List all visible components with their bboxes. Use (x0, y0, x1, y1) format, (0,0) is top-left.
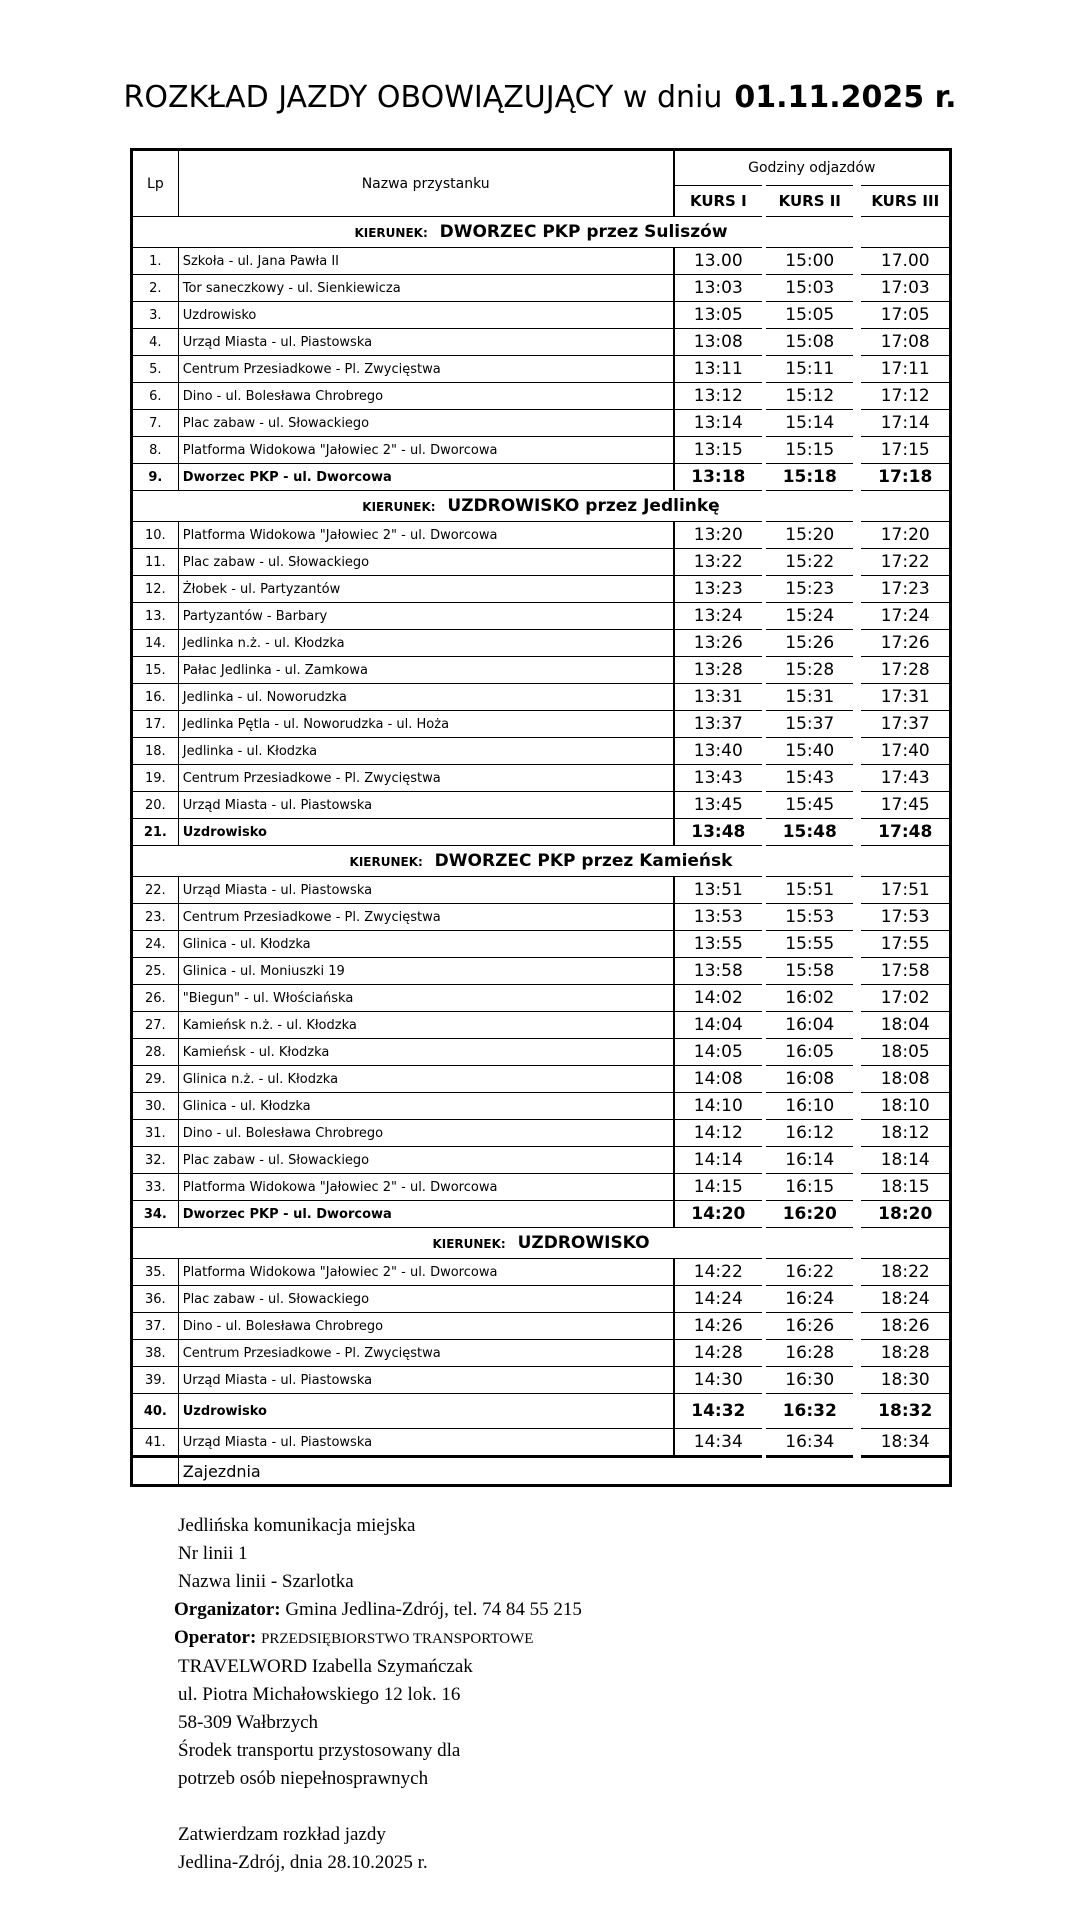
title-text: ROZKŁAD JAZDY OBOWIĄZUJĄCY w dniu (123, 80, 723, 115)
stop-name: Tor saneczkowy - ul. Sienkiewicza (178, 275, 673, 302)
time-kurs-1: 13:15 (674, 437, 764, 464)
time-kurs-3: 17:03 (857, 275, 950, 302)
time-kurs-3: 17:45 (857, 792, 950, 819)
stop-name: Partyzantów - Barbary (178, 603, 673, 630)
time-kurs-2: 15:00 (764, 248, 857, 275)
time-kurs-1: 13:28 (674, 657, 764, 684)
stop-name: Szkoła - ul. Jana Pawła II (178, 248, 673, 275)
time-kurs-3: 17:11 (857, 356, 950, 383)
time-kurs-2: 16:20 (764, 1201, 857, 1228)
time-kurs-2: 15:03 (764, 275, 857, 302)
stop-name: Platforma Widokowa "Jałowiec 2" - ul. Dworcowa (178, 1259, 673, 1286)
stop-name: Urząd Miasta - ul. Piastowska (178, 1367, 673, 1394)
table-row (132, 275, 951, 302)
time-kurs-1: 13:55 (674, 931, 764, 958)
time-kurs-1: 13:24 (674, 603, 764, 630)
operator-detail: ul. Piotra Michałowskiego 12 lok. 16 (178, 1684, 461, 1705)
time-kurs-3: 17:31 (857, 684, 950, 711)
direction-header (132, 491, 951, 522)
table-row (132, 931, 951, 958)
time-kurs-1: 13:05 (674, 302, 764, 329)
table-row (132, 738, 951, 765)
time-kurs-3: 17:40 (857, 738, 950, 765)
time-kurs-3: 17:08 (857, 329, 950, 356)
time-kurs-2: 16:08 (764, 1066, 857, 1093)
stop-name: Centrum Przesiadkowe - Pl. Zwycięstwa (178, 904, 673, 931)
footer-info (174, 1512, 582, 1877)
direction-name: UZDROWISKO (517, 1233, 650, 1253)
table-row (132, 1147, 951, 1174)
stop-name: Platforma Widokowa "Jałowiec 2" - ul. Dworcowa (178, 522, 673, 549)
table-row (132, 329, 951, 356)
organizer-value: Gmina Jedlina-Zdrój, tel. 74 84 55 215 (285, 1599, 582, 1620)
table-row (132, 302, 951, 329)
stop-name: Glinica - ul. Kłodzka (178, 931, 673, 958)
time-kurs-1: 13:58 (674, 958, 764, 985)
time-kurs-1: 14:04 (674, 1012, 764, 1039)
table-row (132, 603, 951, 630)
time-kurs-2: 15:37 (764, 711, 857, 738)
stop-name: Urząd Miasta - ul. Piastowska (178, 329, 673, 356)
table-row (132, 630, 951, 657)
row-number: 24. (132, 931, 179, 958)
direction-row (132, 217, 951, 248)
stop-name: Centrum Przesiadkowe - Pl. Zwycięstwa (178, 1340, 673, 1367)
time-kurs-1: 13:40 (674, 738, 764, 765)
time-kurs-3: 17:43 (857, 765, 950, 792)
table-row (132, 1394, 951, 1429)
time-kurs-2: 16:22 (764, 1259, 857, 1286)
operator-label: Operator: (174, 1627, 257, 1648)
time-kurs-3: 18:15 (857, 1174, 950, 1201)
time-kurs-3: 18:32 (857, 1394, 950, 1429)
table-row (132, 1313, 951, 1340)
row-number: 19. (132, 765, 179, 792)
time-kurs-1: 13:31 (674, 684, 764, 711)
row-number: 1. (132, 248, 179, 275)
stop-name: Jedlinka Pętla - ul. Noworudzka - ul. Hoża (178, 711, 673, 738)
time-kurs-3: 17:12 (857, 383, 950, 410)
direction-label: KIERUNEK: (362, 500, 436, 514)
stop-name: Glinica - ul. Kłodzka (178, 1093, 673, 1120)
header-kurs-2: KURS II (764, 186, 857, 217)
final-destination-lp (132, 1457, 179, 1486)
row-number: 15. (132, 657, 179, 684)
time-kurs-1: 13:03 (674, 275, 764, 302)
time-kurs-1: 13:43 (674, 765, 764, 792)
time-kurs-3: 17:51 (857, 877, 950, 904)
row-number: 41. (132, 1429, 179, 1457)
table-row (132, 1259, 951, 1286)
time-kurs-3: 18:10 (857, 1093, 950, 1120)
time-kurs-3: 17:28 (857, 657, 950, 684)
direction-name: UZDROWISKO przez Jedlinkę (447, 496, 720, 516)
time-kurs-1: 14:15 (674, 1174, 764, 1201)
row-number: 32. (132, 1147, 179, 1174)
row-number: 2. (132, 275, 179, 302)
direction-row (132, 491, 951, 522)
table-row (132, 711, 951, 738)
direction-name: DWORZEC PKP przez Kamieńsk (434, 851, 733, 871)
organizer-label: Organizator: (174, 1599, 281, 1620)
time-kurs-1: 14:10 (674, 1093, 764, 1120)
stop-name: Urząd Miasta - ul. Piastowska (178, 1429, 673, 1457)
stop-name: "Biegun" - ul. Włościańska (178, 985, 673, 1012)
table-row (132, 1286, 951, 1313)
final-destination-row (132, 1457, 951, 1486)
table-row (132, 1201, 951, 1228)
table-row (132, 464, 951, 491)
time-kurs-1: 14:20 (674, 1201, 764, 1228)
row-number: 20. (132, 792, 179, 819)
stop-name: Plac zabaw - ul. Słowackiego (178, 1286, 673, 1313)
table-row (132, 958, 951, 985)
row-number: 5. (132, 356, 179, 383)
table-row (132, 985, 951, 1012)
stop-name: Uzdrowisko (178, 1394, 673, 1429)
stop-name: Plac zabaw - ul. Słowackiego (178, 549, 673, 576)
header-kurs-3: KURS III (857, 186, 950, 217)
time-kurs-2: 15:12 (764, 383, 857, 410)
stop-name: Centrum Przesiadkowe - Pl. Zwycięstwa (178, 765, 673, 792)
table-row (132, 877, 951, 904)
time-kurs-2: 15:28 (764, 657, 857, 684)
row-number: 26. (132, 985, 179, 1012)
time-kurs-1: 14:22 (674, 1259, 764, 1286)
direction-label: KIERUNEK: (349, 855, 423, 869)
row-number: 31. (132, 1120, 179, 1147)
approval-place-date: Jedlina-Zdrój, dnia 28.10.2025 r. (178, 1852, 428, 1873)
row-number: 33. (132, 1174, 179, 1201)
table-row (132, 904, 951, 931)
stop-name: Pałac Jedlinka - ul. Zamkowa (178, 657, 673, 684)
time-kurs-2: 16:34 (764, 1429, 857, 1457)
stop-name: Dino - ul. Bolesława Chrobrego (178, 1313, 673, 1340)
time-kurs-2: 15:40 (764, 738, 857, 765)
time-kurs-2: 15:14 (764, 410, 857, 437)
time-kurs-3: 18:34 (857, 1429, 950, 1457)
time-kurs-3: 17:55 (857, 931, 950, 958)
time-kurs-2: 15:31 (764, 684, 857, 711)
table-row (132, 576, 951, 603)
table-row (132, 765, 951, 792)
time-kurs-1: 14:14 (674, 1147, 764, 1174)
page-title (0, 80, 1080, 115)
time-kurs-3: 18:28 (857, 1340, 950, 1367)
time-kurs-2: 15:53 (764, 904, 857, 931)
table-row (132, 792, 951, 819)
table-row (132, 522, 951, 549)
row-number: 6. (132, 383, 179, 410)
time-kurs-3: 17:24 (857, 603, 950, 630)
table-row (132, 657, 951, 684)
time-kurs-2: 16:04 (764, 1012, 857, 1039)
time-kurs-2: 15:11 (764, 356, 857, 383)
time-kurs-1: 13:53 (674, 904, 764, 931)
footer-line: Nazwa linii - Szarlotka (178, 1571, 354, 1592)
title-date: 01.11.2025 r. (734, 80, 957, 115)
time-kurs-3: 17:58 (857, 958, 950, 985)
row-number: 18. (132, 738, 179, 765)
time-kurs-3: 18:20 (857, 1201, 950, 1228)
row-number: 10. (132, 522, 179, 549)
time-kurs-1: 13.00 (674, 248, 764, 275)
direction-header (132, 846, 951, 877)
time-kurs-3: 17:18 (857, 464, 950, 491)
row-number: 23. (132, 904, 179, 931)
time-kurs-3: 18:30 (857, 1367, 950, 1394)
table-row (132, 819, 951, 846)
footer-line: Jedlińska komunikacja miejska (178, 1515, 416, 1536)
row-number: 13. (132, 603, 179, 630)
stop-name: Urząd Miasta - ul. Piastowska (178, 877, 673, 904)
stop-name: Żłobek - ul. Partyzantów (178, 576, 673, 603)
time-kurs-3: 18:08 (857, 1066, 950, 1093)
time-kurs-1: 13:37 (674, 711, 764, 738)
time-kurs-3: 17:15 (857, 437, 950, 464)
stop-name: Jedlinka n.ż. - ul. Kłodzka (178, 630, 673, 657)
row-number: 11. (132, 549, 179, 576)
operator-line (174, 1624, 582, 1653)
time-kurs-3: 17:14 (857, 410, 950, 437)
time-kurs-3: 18:04 (857, 1012, 950, 1039)
time-kurs-2: 16:02 (764, 985, 857, 1012)
time-kurs-1: 14:26 (674, 1313, 764, 1340)
direction-name: DWORZEC PKP przez Suliszów (439, 222, 728, 242)
table-row (132, 437, 951, 464)
row-number: 27. (132, 1012, 179, 1039)
stop-name: Dworzec PKP - ul. Dworcowa (178, 464, 673, 491)
table-row (132, 684, 951, 711)
approval-text: Zatwierdzam rozkład jazdy (178, 1824, 386, 1845)
direction-header (132, 217, 951, 248)
row-number: 35. (132, 1259, 179, 1286)
time-kurs-3: 18:26 (857, 1313, 950, 1340)
time-kurs-2: 15:26 (764, 630, 857, 657)
row-number: 3. (132, 302, 179, 329)
time-kurs-3: 18:24 (857, 1286, 950, 1313)
row-number: 25. (132, 958, 179, 985)
operator-detail: Środek transportu przystosowany dla (178, 1740, 461, 1761)
time-kurs-1: 14:30 (674, 1367, 764, 1394)
direction-header (132, 1228, 951, 1259)
time-kurs-3: 17:53 (857, 904, 950, 931)
row-number: 7. (132, 410, 179, 437)
time-kurs-2: 15:20 (764, 522, 857, 549)
time-kurs-2: 15:45 (764, 792, 857, 819)
stop-name: Dino - ul. Bolesława Chrobrego (178, 1120, 673, 1147)
time-kurs-2: 15:48 (764, 819, 857, 846)
table-row (132, 1012, 951, 1039)
stop-name: Plac zabaw - ul. Słowackiego (178, 1147, 673, 1174)
row-number: 12. (132, 576, 179, 603)
stop-name: Kamieńsk - ul. Kłodzka (178, 1039, 673, 1066)
time-kurs-1: 13:20 (674, 522, 764, 549)
time-kurs-2: 15:58 (764, 958, 857, 985)
operator-detail: potrzeb osób niepełnosprawnych (178, 1768, 429, 1789)
time-kurs-1: 13:26 (674, 630, 764, 657)
row-number: 39. (132, 1367, 179, 1394)
time-kurs-1: 13:08 (674, 329, 764, 356)
row-number: 34. (132, 1201, 179, 1228)
stop-name: Kamieńsk n.ż. - ul. Kłodzka (178, 1012, 673, 1039)
table-row (132, 1367, 951, 1394)
time-kurs-1: 14:32 (674, 1394, 764, 1429)
time-kurs-1: 13:18 (674, 464, 764, 491)
stop-name: Dino - ul. Bolesława Chrobrego (178, 383, 673, 410)
direction-row (132, 846, 951, 877)
time-kurs-1: 14:05 (674, 1039, 764, 1066)
operator-detail: TRAVELWORD Izabella Szymańczak (178, 1656, 473, 1677)
stop-name: Dworzec PKP - ul. Dworcowa (178, 1201, 673, 1228)
row-number: 28. (132, 1039, 179, 1066)
time-kurs-1: 14:24 (674, 1286, 764, 1313)
table-row (132, 410, 951, 437)
row-number: 17. (132, 711, 179, 738)
stop-name: Centrum Przesiadkowe - Pl. Zwycięstwa (178, 356, 673, 383)
time-kurs-3: 18:05 (857, 1039, 950, 1066)
table-row (132, 383, 951, 410)
operator-detail: 58-309 Wałbrzych (178, 1712, 319, 1733)
time-kurs-3: 17:05 (857, 302, 950, 329)
time-kurs-2: 15:51 (764, 877, 857, 904)
stop-name: Jedlinka - ul. Noworudzka (178, 684, 673, 711)
table-row (132, 1429, 951, 1457)
row-number: 40. (132, 1394, 179, 1429)
time-kurs-1: 14:12 (674, 1120, 764, 1147)
direction-row (132, 1228, 951, 1259)
time-kurs-2: 16:26 (764, 1313, 857, 1340)
row-number: 29. (132, 1066, 179, 1093)
row-number: 22. (132, 877, 179, 904)
time-kurs-2: 15:23 (764, 576, 857, 603)
time-kurs-2: 16:30 (764, 1367, 857, 1394)
time-kurs-3: 17:26 (857, 630, 950, 657)
table-row (132, 1066, 951, 1093)
time-kurs-1: 14:02 (674, 985, 764, 1012)
time-kurs-1: 13:11 (674, 356, 764, 383)
time-kurs-1: 13:45 (674, 792, 764, 819)
direction-label: KIERUNEK: (354, 226, 428, 240)
header-stop-name: Nazwa przystanku (178, 150, 673, 217)
row-number: 30. (132, 1093, 179, 1120)
table-row (132, 356, 951, 383)
time-kurs-2: 16:12 (764, 1120, 857, 1147)
table-header-row (132, 150, 951, 186)
stop-name: Uzdrowisko (178, 302, 673, 329)
stop-name: Glinica - ul. Moniuszki 19 (178, 958, 673, 985)
operator-value: PRZEDSIĘBIORSTWO TRANSPORTOWE (261, 1631, 534, 1647)
time-kurs-2: 16:24 (764, 1286, 857, 1313)
time-kurs-2: 16:14 (764, 1147, 857, 1174)
time-kurs-2: 15:18 (764, 464, 857, 491)
row-number: 38. (132, 1340, 179, 1367)
time-kurs-1: 13:51 (674, 877, 764, 904)
time-kurs-3: 17:02 (857, 985, 950, 1012)
time-kurs-2: 16:10 (764, 1093, 857, 1120)
row-number: 21. (132, 819, 179, 846)
time-kurs-3: 17:23 (857, 576, 950, 603)
stop-name: Platforma Widokowa "Jałowiec 2" - ul. Dworcowa (178, 437, 673, 464)
row-number: 16. (132, 684, 179, 711)
time-kurs-2: 15:43 (764, 765, 857, 792)
stop-name: Platforma Widokowa "Jałowiec 2" - ul. Dworcowa (178, 1174, 673, 1201)
time-kurs-2: 15:15 (764, 437, 857, 464)
footer-line: Nr linii 1 (178, 1543, 248, 1564)
time-kurs-3: 18:12 (857, 1120, 950, 1147)
direction-label: KIERUNEK: (432, 1237, 506, 1251)
time-kurs-3: 18:14 (857, 1147, 950, 1174)
row-number: 4. (132, 329, 179, 356)
time-kurs-1: 14:34 (674, 1429, 764, 1457)
row-number: 14. (132, 630, 179, 657)
table-row (132, 1120, 951, 1147)
table-row (132, 1174, 951, 1201)
stop-name: Jedlinka - ul. Kłodzka (178, 738, 673, 765)
table-row (132, 1340, 951, 1367)
time-kurs-3: 17:22 (857, 549, 950, 576)
time-kurs-1: 13:48 (674, 819, 764, 846)
time-kurs-3: 17.00 (857, 248, 950, 275)
table-row (132, 1093, 951, 1120)
time-kurs-2: 15:55 (764, 931, 857, 958)
time-kurs-1: 13:14 (674, 410, 764, 437)
row-number: 37. (132, 1313, 179, 1340)
time-kurs-2: 16:28 (764, 1340, 857, 1367)
time-kurs-3: 18:22 (857, 1259, 950, 1286)
time-kurs-3: 17:20 (857, 522, 950, 549)
final-destination: Zajezdnia (178, 1457, 950, 1486)
header-kurs-1: KURS I (674, 186, 764, 217)
stop-name: Plac zabaw - ul. Słowackiego (178, 410, 673, 437)
time-kurs-3: 17:48 (857, 819, 950, 846)
timetable (130, 148, 952, 1487)
time-kurs-2: 16:15 (764, 1174, 857, 1201)
row-number: 36. (132, 1286, 179, 1313)
stop-name: Uzdrowisko (178, 819, 673, 846)
time-kurs-2: 15:22 (764, 549, 857, 576)
header-lp: Lp (132, 150, 179, 217)
time-kurs-3: 17:37 (857, 711, 950, 738)
stop-name: Glinica n.ż. - ul. Kłodzka (178, 1066, 673, 1093)
table-row (132, 248, 951, 275)
table-row (132, 1039, 951, 1066)
time-kurs-2: 15:05 (764, 302, 857, 329)
time-kurs-1: 13:23 (674, 576, 764, 603)
organizer-line (174, 1596, 582, 1624)
time-kurs-1: 14:08 (674, 1066, 764, 1093)
time-kurs-1: 13:12 (674, 383, 764, 410)
row-number: 9. (132, 464, 179, 491)
time-kurs-1: 14:28 (674, 1340, 764, 1367)
header-departures: Godziny odjazdów (674, 150, 951, 186)
stop-name: Urząd Miasta - ul. Piastowska (178, 792, 673, 819)
time-kurs-2: 16:32 (764, 1394, 857, 1429)
time-kurs-2: 15:24 (764, 603, 857, 630)
table-row (132, 549, 951, 576)
time-kurs-2: 15:08 (764, 329, 857, 356)
time-kurs-2: 16:05 (764, 1039, 857, 1066)
time-kurs-1: 13:22 (674, 549, 764, 576)
row-number: 8. (132, 437, 179, 464)
